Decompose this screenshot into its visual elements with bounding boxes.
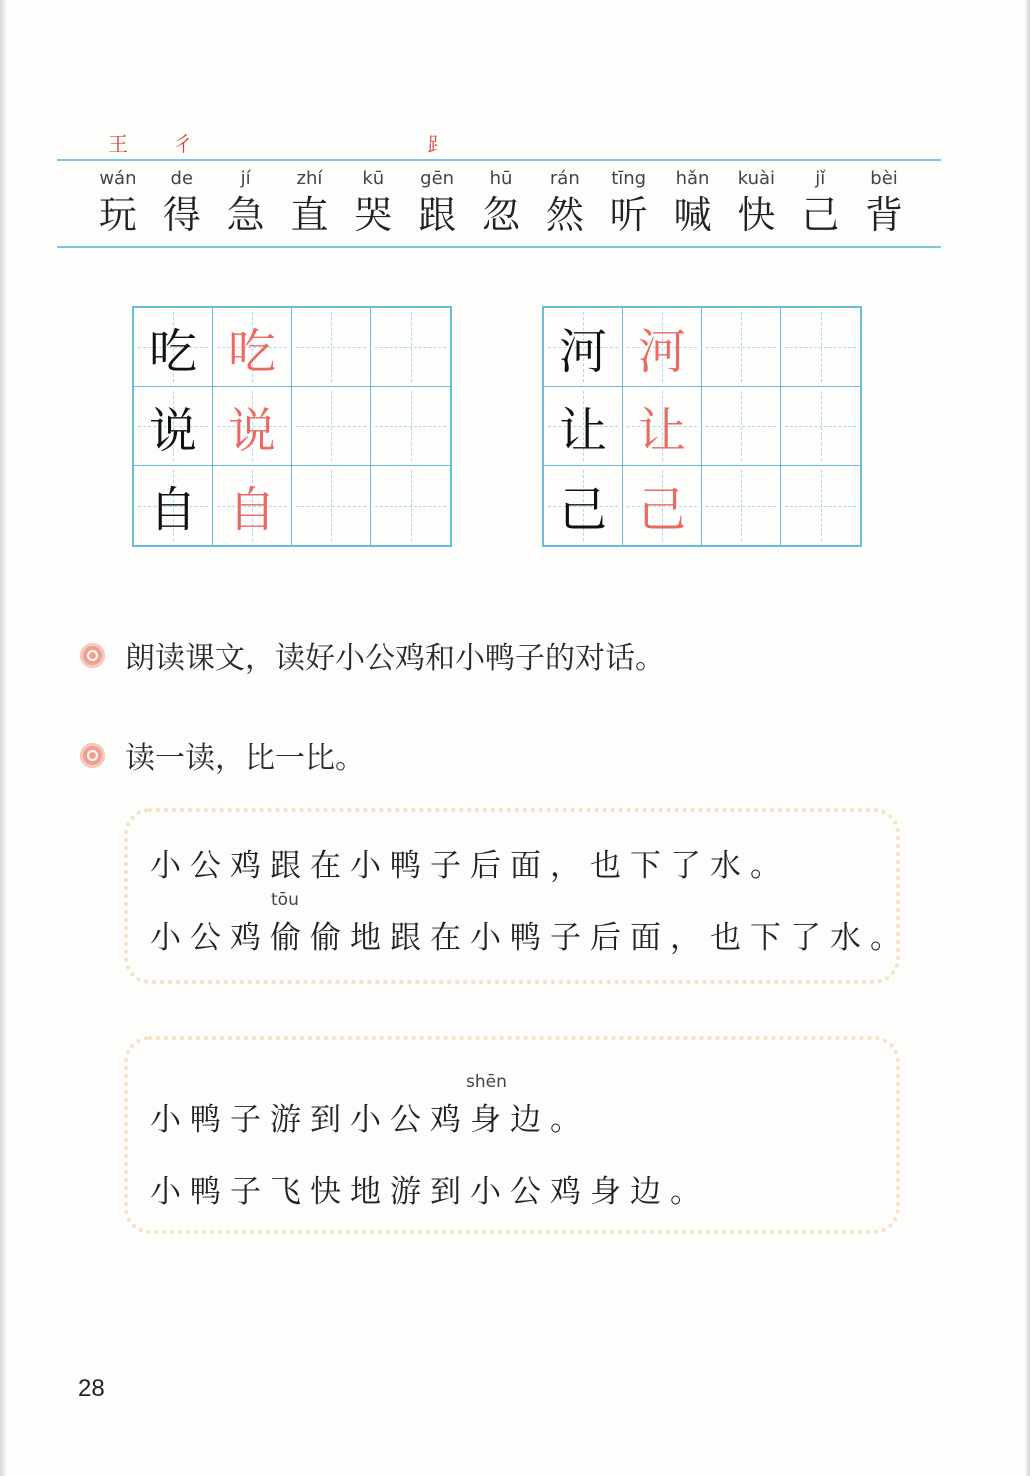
word-pinyin: kuài bbox=[737, 168, 776, 189]
page-number: 28 bbox=[78, 1375, 105, 1402]
blank-writing-cell[interactable] bbox=[371, 308, 450, 387]
writing-grid-right bbox=[542, 306, 862, 547]
word-item bbox=[341, 166, 405, 238]
word-item bbox=[661, 166, 725, 238]
word-pinyin: bèi bbox=[870, 168, 898, 189]
instruction-read-text bbox=[80, 633, 665, 677]
exercise-bullet-icon bbox=[80, 743, 105, 768]
word-list-top-rule bbox=[57, 159, 941, 161]
page-edge-right bbox=[1025, 0, 1030, 1476]
word-hanzi: 玩 bbox=[98, 193, 137, 237]
exercise-bullet-icon bbox=[80, 643, 105, 668]
model-character-cell: 说 bbox=[134, 387, 213, 466]
blank-writing-cell[interactable] bbox=[781, 466, 860, 545]
blank-writing-cell[interactable] bbox=[292, 308, 371, 387]
word-pinyin: wán bbox=[99, 168, 137, 189]
compare-sentence: 小鸭子飞快地游到小公鸡身边。 bbox=[150, 1174, 710, 1210]
model-character-cell: 河 bbox=[544, 308, 623, 387]
blank-writing-cell[interactable] bbox=[702, 387, 781, 466]
word-item bbox=[597, 166, 661, 238]
instruction-text: 朗读课文，读好小公鸡和小鸭子的对话。 bbox=[125, 641, 665, 676]
word-hanzi: 忽 bbox=[481, 193, 520, 237]
trace-character-cell[interactable]: 说 bbox=[213, 387, 292, 466]
instruction-compare bbox=[80, 733, 365, 777]
word-list-bottom-rule bbox=[57, 246, 941, 248]
word-hanzi: 直 bbox=[290, 193, 329, 237]
model-character-cell: 己 bbox=[544, 466, 623, 545]
radical-hint: 彳 bbox=[173, 132, 193, 156]
word-hanzi: 然 bbox=[545, 193, 584, 237]
word-hanzi: 快 bbox=[737, 193, 776, 237]
blank-writing-cell[interactable] bbox=[292, 466, 371, 545]
word-item bbox=[278, 166, 342, 238]
word-item bbox=[469, 166, 533, 238]
model-character-cell: 自 bbox=[134, 466, 213, 545]
page-edge-left bbox=[0, 0, 6, 1476]
word-pinyin: hū bbox=[489, 168, 513, 189]
word-item bbox=[150, 166, 214, 238]
word-pinyin: zhí bbox=[296, 168, 323, 189]
word-hanzi: 得 bbox=[162, 193, 201, 237]
word-hanzi: 己 bbox=[801, 193, 840, 237]
blank-writing-cell[interactable] bbox=[371, 466, 450, 545]
word-item bbox=[533, 166, 597, 238]
blank-writing-cell[interactable] bbox=[292, 387, 371, 466]
word-item bbox=[852, 166, 916, 238]
grid-row bbox=[544, 387, 860, 466]
radical-hint: ⻊ bbox=[427, 132, 447, 156]
word-pinyin: jǐ bbox=[815, 168, 826, 189]
blank-writing-cell[interactable] bbox=[371, 387, 450, 466]
writing-grid-left bbox=[132, 306, 452, 547]
word-item bbox=[788, 166, 852, 238]
word-pinyin: jí bbox=[240, 168, 251, 189]
model-character-cell: 吃 bbox=[134, 308, 213, 387]
word-list bbox=[86, 166, 916, 238]
word-pinyin: rán bbox=[549, 168, 580, 189]
blank-writing-cell[interactable] bbox=[702, 308, 781, 387]
word-hanzi: 哭 bbox=[354, 193, 393, 237]
word-hanzi: 跟 bbox=[418, 193, 457, 237]
grid-row bbox=[134, 466, 450, 545]
word-pinyin: hǎn bbox=[675, 168, 710, 189]
instruction-text: 读一读，比一比。 bbox=[125, 741, 365, 776]
word-pinyin: tīng bbox=[611, 168, 647, 189]
compare-box-1 bbox=[124, 808, 900, 984]
pinyin-annotation: shēn bbox=[466, 1072, 507, 1092]
word-pinyin: de bbox=[170, 168, 194, 189]
word-item bbox=[214, 166, 278, 238]
word-item bbox=[724, 166, 788, 238]
grid-row bbox=[544, 308, 860, 387]
compare-sentence: 小公鸡跟在小鸭子后面，也下了水。 bbox=[150, 848, 790, 884]
compare-sentence: 小鸭子游到小公鸡身边。 bbox=[150, 1102, 590, 1138]
radical-hint: 王 bbox=[108, 132, 128, 156]
word-item bbox=[405, 166, 469, 238]
word-hanzi: 听 bbox=[609, 193, 648, 237]
trace-character-cell[interactable]: 河 bbox=[623, 308, 702, 387]
word-pinyin: gēn bbox=[420, 168, 455, 189]
grid-row bbox=[544, 466, 860, 545]
trace-character-cell[interactable]: 自 bbox=[213, 466, 292, 545]
compare-sentence: 小公鸡偷偷地跟在小鸭子后面，也下了水。 bbox=[150, 920, 910, 956]
word-hanzi: 背 bbox=[865, 193, 904, 237]
word-hanzi: 急 bbox=[226, 193, 265, 237]
trace-character-cell[interactable]: 己 bbox=[623, 466, 702, 545]
blank-writing-cell[interactable] bbox=[781, 387, 860, 466]
word-hanzi: 喊 bbox=[673, 193, 712, 237]
blank-writing-cell[interactable] bbox=[702, 466, 781, 545]
grid-row bbox=[134, 308, 450, 387]
trace-character-cell[interactable]: 吃 bbox=[213, 308, 292, 387]
word-item bbox=[86, 166, 150, 238]
blank-writing-cell[interactable] bbox=[781, 308, 860, 387]
trace-character-cell[interactable]: 让 bbox=[623, 387, 702, 466]
model-character-cell: 让 bbox=[544, 387, 623, 466]
pinyin-annotation: tōu bbox=[271, 890, 299, 910]
word-pinyin: kū bbox=[362, 168, 385, 189]
grid-row bbox=[134, 387, 450, 466]
